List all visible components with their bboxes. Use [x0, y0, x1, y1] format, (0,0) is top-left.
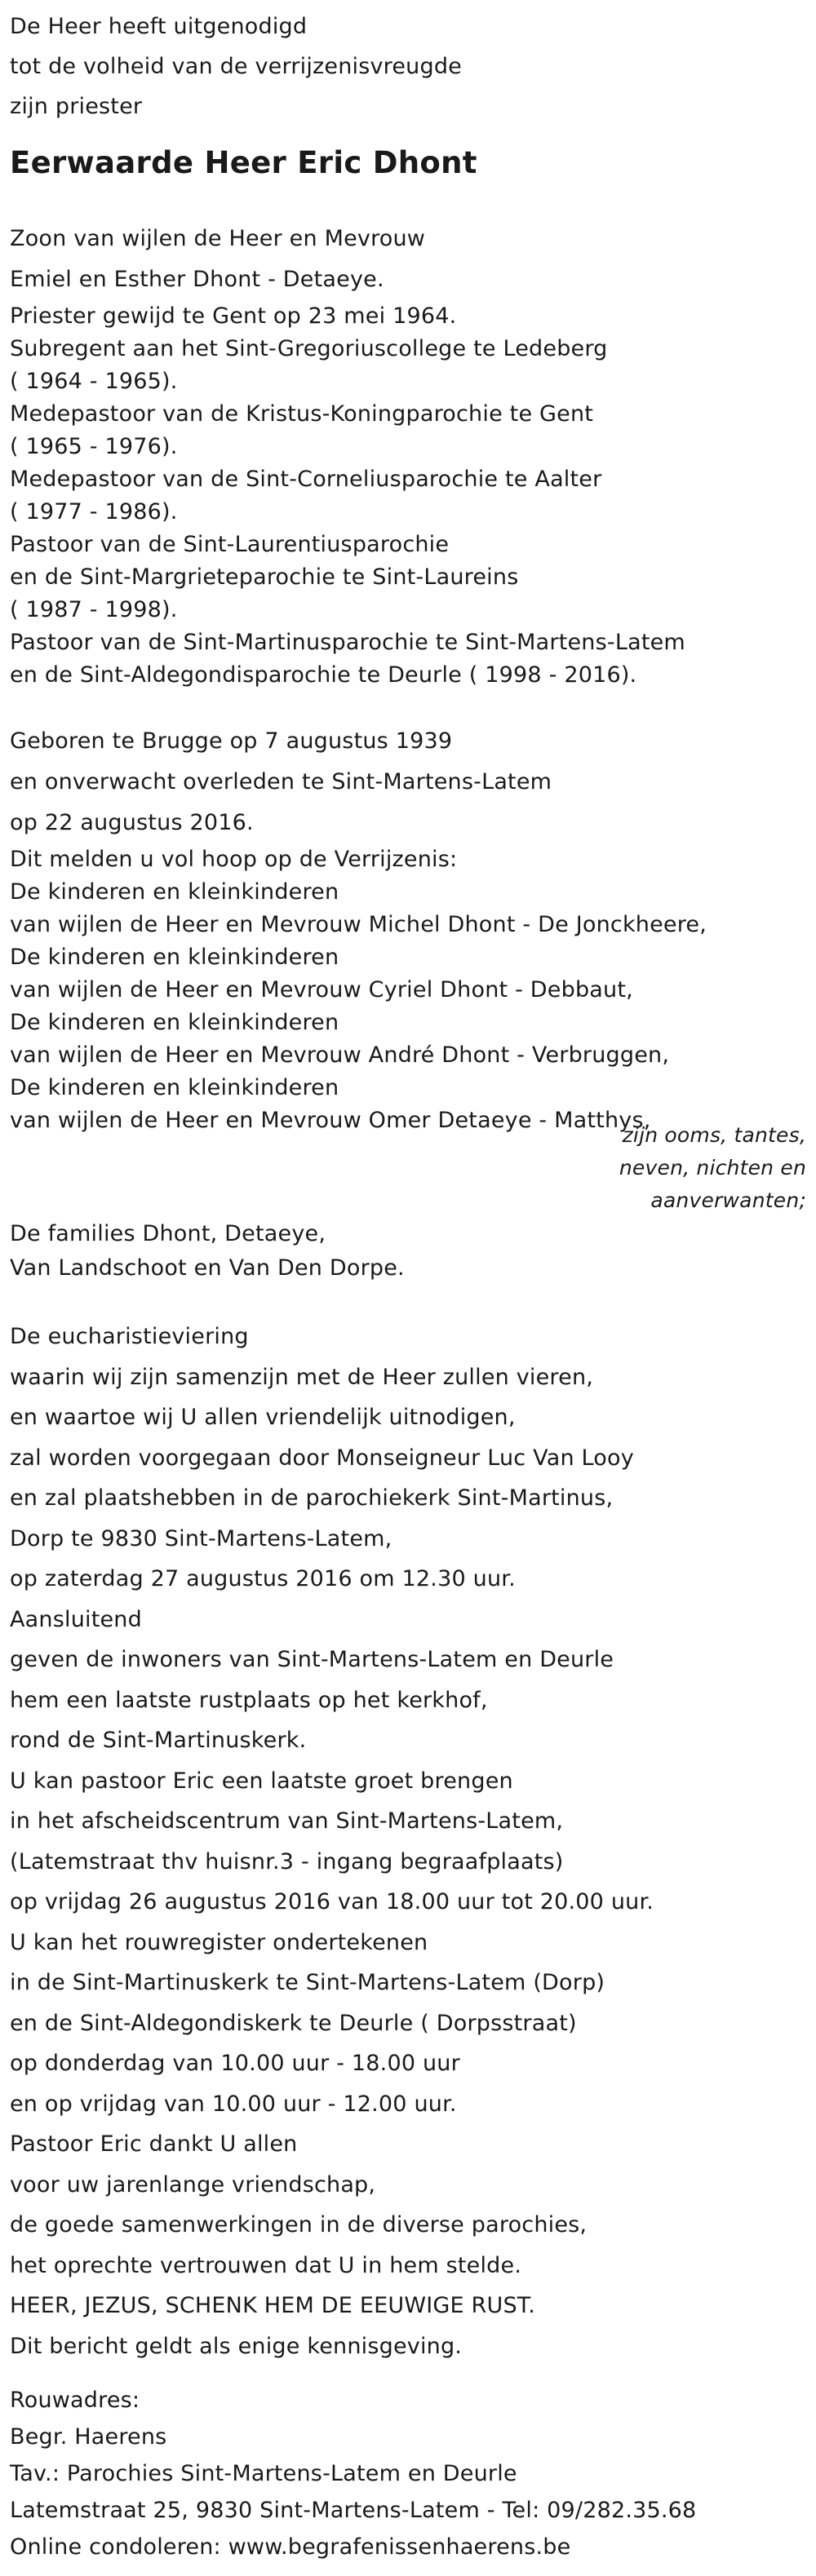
ceremony-line: Dorp te 9830 Sint-Martens-Latem, — [10, 1525, 392, 1551]
career-line: Pastoor van de Sint-Martinusparochie te Sint-Martens-Latem — [10, 630, 685, 655]
family-block — [10, 843, 806, 1137]
family-line: van wijlen de Heer en Mevrouw André Dhont - Verbruggen, — [10, 1042, 670, 1068]
life-line: Geboren te Brugge op 7 augustus 1939 — [10, 728, 453, 754]
address-line: Latemstraat 25, 9830 Sint-Martens-Latem - Tel: 09/282.35.68 — [10, 2498, 697, 2523]
ceremony-line: Pastoor Eric dankt U allen — [10, 2131, 298, 2157]
ceremony-line: zal worden voorgegaan door Monseigneur Luc Van Looy — [10, 1445, 634, 1471]
ceremony-block — [10, 1317, 806, 2366]
ceremony-line: U kan het rouwregister ondertekenen — [10, 1929, 428, 1955]
career-line: en de Sint-Margrieteparochie te Sint-Laureins — [10, 564, 519, 590]
parents-line: Emiel en Esther Dhont - Detaeye. — [10, 267, 384, 292]
family-line: van wijlen de Heer en Mevrouw Omer Detaeye - Matthys, — [10, 1108, 651, 1133]
career-block — [10, 300, 806, 692]
career-line: en de Sint-Aldegondisparochie te Deurle ( 1998 - 2016). — [10, 662, 637, 688]
family-line: van wijlen de Heer en Mevrouw Cyriel Dhont - Debbaut, — [10, 977, 633, 1003]
family-line: De kinderen en kleinkinderen — [10, 945, 339, 970]
deceased-name: Eerwaarde Heer Eric Dhont — [10, 145, 477, 180]
career-line: ( 1964 - 1965). — [10, 369, 178, 394]
families-line: Van Landschoot en Van Den Dorpe. — [10, 1255, 405, 1281]
family-line: van wijlen de Heer en Mevrouw Michel Dhont - De Jonckheere, — [10, 912, 707, 937]
career-line: Pastoor van de Sint-Laurentiusparochie — [10, 532, 450, 557]
families-block — [10, 1217, 806, 1286]
family-line: Dit melden u vol hoop op de Verrijzenis: — [10, 847, 458, 872]
address-line: Rouwadres: — [10, 2388, 140, 2413]
family-line: De kinderen en kleinkinderen — [10, 879, 339, 905]
ceremony-line: hem een laatste rustplaats op het kerkhof, — [10, 1687, 488, 1713]
parents-block — [10, 219, 806, 300]
life-block — [10, 721, 806, 843]
relatives-line: neven, nichten en — [619, 1156, 806, 1180]
intro-line: zijn priester — [10, 94, 143, 119]
family-line: De kinderen en kleinkinderen — [10, 1075, 339, 1100]
relatives-line: zijn ooms, tantes, — [622, 1123, 806, 1147]
ceremony-line: HEER, JEZUS, SCHENK HEM DE EEUWIGE RUST. — [10, 2293, 536, 2318]
career-line: ( 1977 - 1986). — [10, 499, 178, 524]
relatives-block — [619, 1119, 806, 1217]
ceremony-line: in de Sint-Martinuskerk te Sint-Martens-Latem (Dorp) — [10, 1970, 605, 1995]
career-line: ( 1965 - 1976). — [10, 434, 178, 459]
intro-block — [10, 7, 806, 126]
ceremony-line: de goede samenwerkingen in de diverse parochies, — [10, 2212, 588, 2237]
career-line: ( 1987 - 1998). — [10, 597, 178, 622]
intro-line: tot de volheid van de verrijzenisvreugde — [10, 54, 462, 79]
family-line: De kinderen en kleinkinderen — [10, 1010, 339, 1035]
ceremony-line: Aansluitend — [10, 1606, 142, 1632]
ceremony-line: op vrijdag 26 augustus 2016 van 18.00 uur tot 20.00 uur. — [10, 1889, 654, 1914]
address-line: Begr. Haerens — [10, 2424, 167, 2450]
ceremony-line: geven de inwoners van Sint-Martens-Latem en Deurle — [10, 1647, 614, 1672]
career-line: Subregent aan het Sint-Gregoriuscollege te Ledeberg — [10, 336, 608, 361]
ceremony-line: (Latemstraat thv huisnr.3 - ingang begraafplaats) — [10, 1848, 564, 1874]
parents-line: Zoon van wijlen de Heer en Mevrouw — [10, 226, 426, 251]
ceremony-line: op donderdag van 10.00 uur - 18.00 uur — [10, 2051, 460, 2076]
career-line: Priester gewijd te Gent op 23 mei 1964. — [10, 303, 457, 329]
life-line: en onverwacht overleden te Sint-Martens-Latem — [10, 769, 552, 794]
ceremony-line: en waartoe wij U allen vriendelijk uitnodigen, — [10, 1405, 516, 1430]
career-line: Medepastoor van de Sint-Corneliusparochie te Aalter — [10, 467, 602, 492]
address-line: Tav.: Parochies Sint-Martens-Latem en Deurle — [10, 2461, 517, 2486]
ceremony-line: het oprechte vertrouwen dat U in hem stelde. — [10, 2252, 522, 2278]
career-line: Medepastoor van de Kristus-Koningparochie te Gent — [10, 401, 594, 427]
ceremony-line: in het afscheidscentrum van Sint-Martens-Latem, — [10, 1808, 564, 1834]
families-line: De families Dhont, Detaeye, — [10, 1221, 326, 1246]
ceremony-line: waarin wij zijn samenzijn met de Heer zullen vieren, — [10, 1364, 594, 1390]
ceremony-line: U kan pastoor Eric een laatste groet brengen — [10, 1768, 513, 1794]
obituary-page — [10, 0, 806, 2576]
ceremony-line: De eucharistieviering — [10, 1324, 249, 1349]
ceremony-line: en op vrijdag van 10.00 uur - 12.00 uur. — [10, 2091, 457, 2117]
relatives-line: aanverwanten; — [650, 1188, 806, 1212]
ceremony-line: en de Sint-Aldegondiskerk te Deurle ( Dorpsstraat) — [10, 2010, 577, 2036]
life-line: op 22 augustus 2016. — [10, 810, 254, 835]
address-block — [10, 2382, 806, 2565]
intro-line: De Heer heeft uitgenodigd — [10, 14, 308, 39]
ceremony-line: op zaterdag 27 augustus 2016 om 12.30 uur. — [10, 1566, 516, 1591]
ceremony-line: voor uw jarenlange vriendschap, — [10, 2171, 376, 2198]
ceremony-line: Dit bericht geldt als enige kennisgeving. — [10, 2333, 463, 2359]
ceremony-line: rond de Sint-Martinuskerk. — [10, 1728, 307, 1753]
ceremony-line: en zal plaatshebben in de parochiekerk Sint-Martinus, — [10, 1485, 614, 1511]
address-line: Online condoleren: www.begrafenissenhaerens.be — [10, 2534, 571, 2560]
